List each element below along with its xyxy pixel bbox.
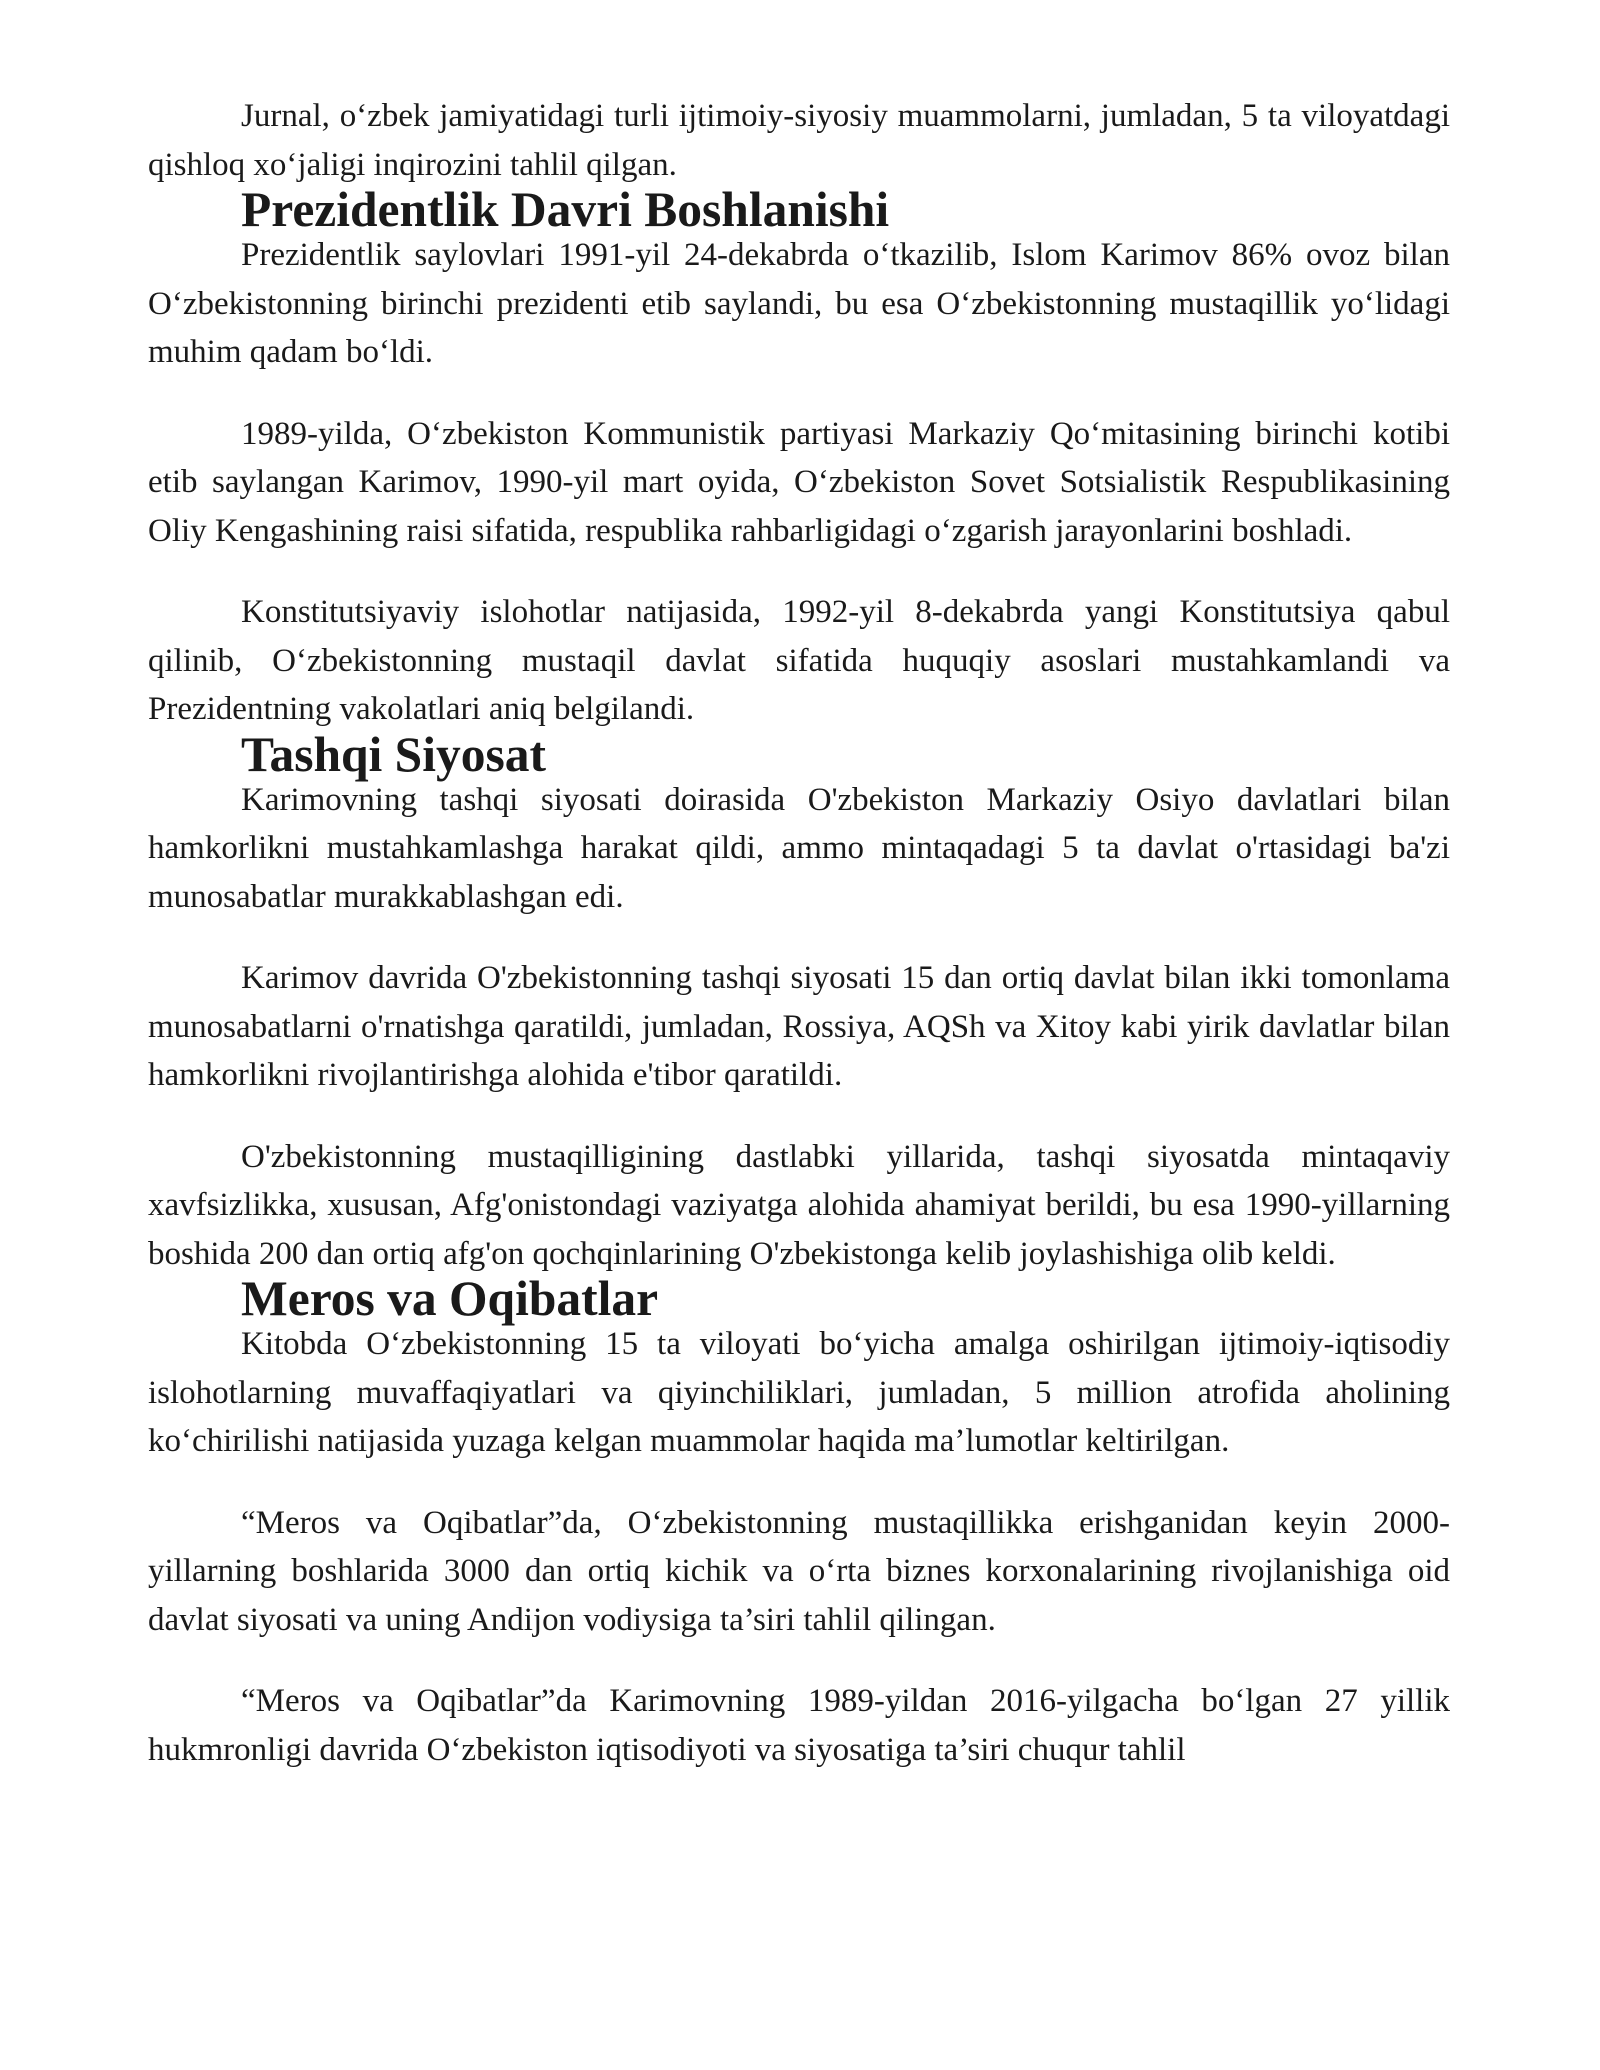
paragraph: Kitobda O‘zbekistonning 15 ta viloyati bo‘yicha amalga oshirilgan ijtimoiy-iqtisodiy islohotlarning muvaffaqiyatlari va qiyinchiliklari, jumladan, 5 million atrofida aholining ko‘chirilishi natijasida yuzaga kelgan muammolar haqida ma’lumotlar keltirilgan. (148, 1326, 1450, 1459)
section-heading-foreign-policy: Tashqi Siyosat (241, 726, 546, 782)
document-page (148, 92, 1450, 1774)
paragraph: “Meros va Oqibatlar”da, O‘zbekistonning mustaqillikka erishganidan keyin 2000-yillarning boshlarida 3000 dan ortiq kichik va o‘rta biznes korxonalarining rivojlanishiga oid davlat siyosati va uning Andijon vodiysiga ta’siri tahlil qilingan. (148, 1504, 1450, 1638)
section-heading-legacy: Meros va Oqibatlar (241, 1271, 659, 1326)
paragraph: O'zbekistonning mustaqilligining dastlabki yillarida, tashqi siyosatda mintaqaviy xavfsizlikka, xususan, Afg'onistondagi vaziyatga alohida ahamiyat berildi, bu esa 1990-yillarning boshida 200 dan ortiq afg'on qochqinlarining O'zbekistonga kelib joylashishiga olib keldi. (148, 1138, 1450, 1272)
paragraph: “Meros va Oqibatlar”da Karimovning 1989-yildan 2016-yilgacha bo‘lgan 27 yillik hukmronligi davrida O‘zbekiston iqtisodiyoti va siyosatiga ta’siri chuqur tahlil (148, 1683, 1450, 1768)
paragraph: Karimov davrida O'zbekistonning tashqi siyosati 15 dan ortiq davlat bilan ikki tomonlama munosabatlarni o'rnatishga qaratildi, jumladan, Rossiya, AQSh va Xitoy kabi yirik davlatlar bilan hamkorlikni rivojlantirishga alohida e'tibor qaratildi. (148, 960, 1450, 1093)
paragraph: Prezidentlik saylovlari 1991-yil 24-dekabrda o‘tkazilib, Islom Karimov 86% ovoz bilan O‘zbekistonning birinchi prezidenti etib saylandi, bu esa O‘zbekistonning mustaqillik yo‘lidagi muhim qadam bo‘ldi. (148, 237, 1450, 370)
section-heading-presidency: Prezidentlik Davri Boshlanishi (241, 182, 890, 237)
paragraph: Karimovning tashqi siyosati doirasida O'zbekiston Markaziy Osiyo davlatlari bilan hamkorlikni mustahkamlashga harakat qildi, ammo mintaqadagi 5 ta davlat o'rtasidagi ba'zi munosabatlar murakkablashgan edi. (148, 781, 1450, 915)
paragraph: 1989-yilda, O‘zbekiston Kommunistik partiyasi Markaziy Qo‘mitasining birinchi kotibi etib saylangan Karimov, 1990-yil mart oyida, O‘zbekiston Sovet Sotsialistik Respublikasining Oliy Kengashining raisi sifatida, respublika rahbarligidagi o‘zgarish jarayonlarini boshladi. (148, 415, 1450, 549)
paragraph: Konstitutsiyaviy islohotlar natijasida, 1992-yil 8-dekabrda yangi Konstitutsiya qabul qilinib, O‘zbekistonning mustaqil davlat sifatida huquqiy asoslari mustahkamlandi va Prezidentning vakolatlari aniq belgilandi. (148, 594, 1450, 727)
intro-paragraph: Jurnal, o‘zbek jamiyatidagi turli ijtimoiy-siyosiy muammolarni, jumladan, 5 ta viloyatdagi qishloq xo‘jaligi inqirozini tahlil qilgan. (148, 98, 1450, 183)
